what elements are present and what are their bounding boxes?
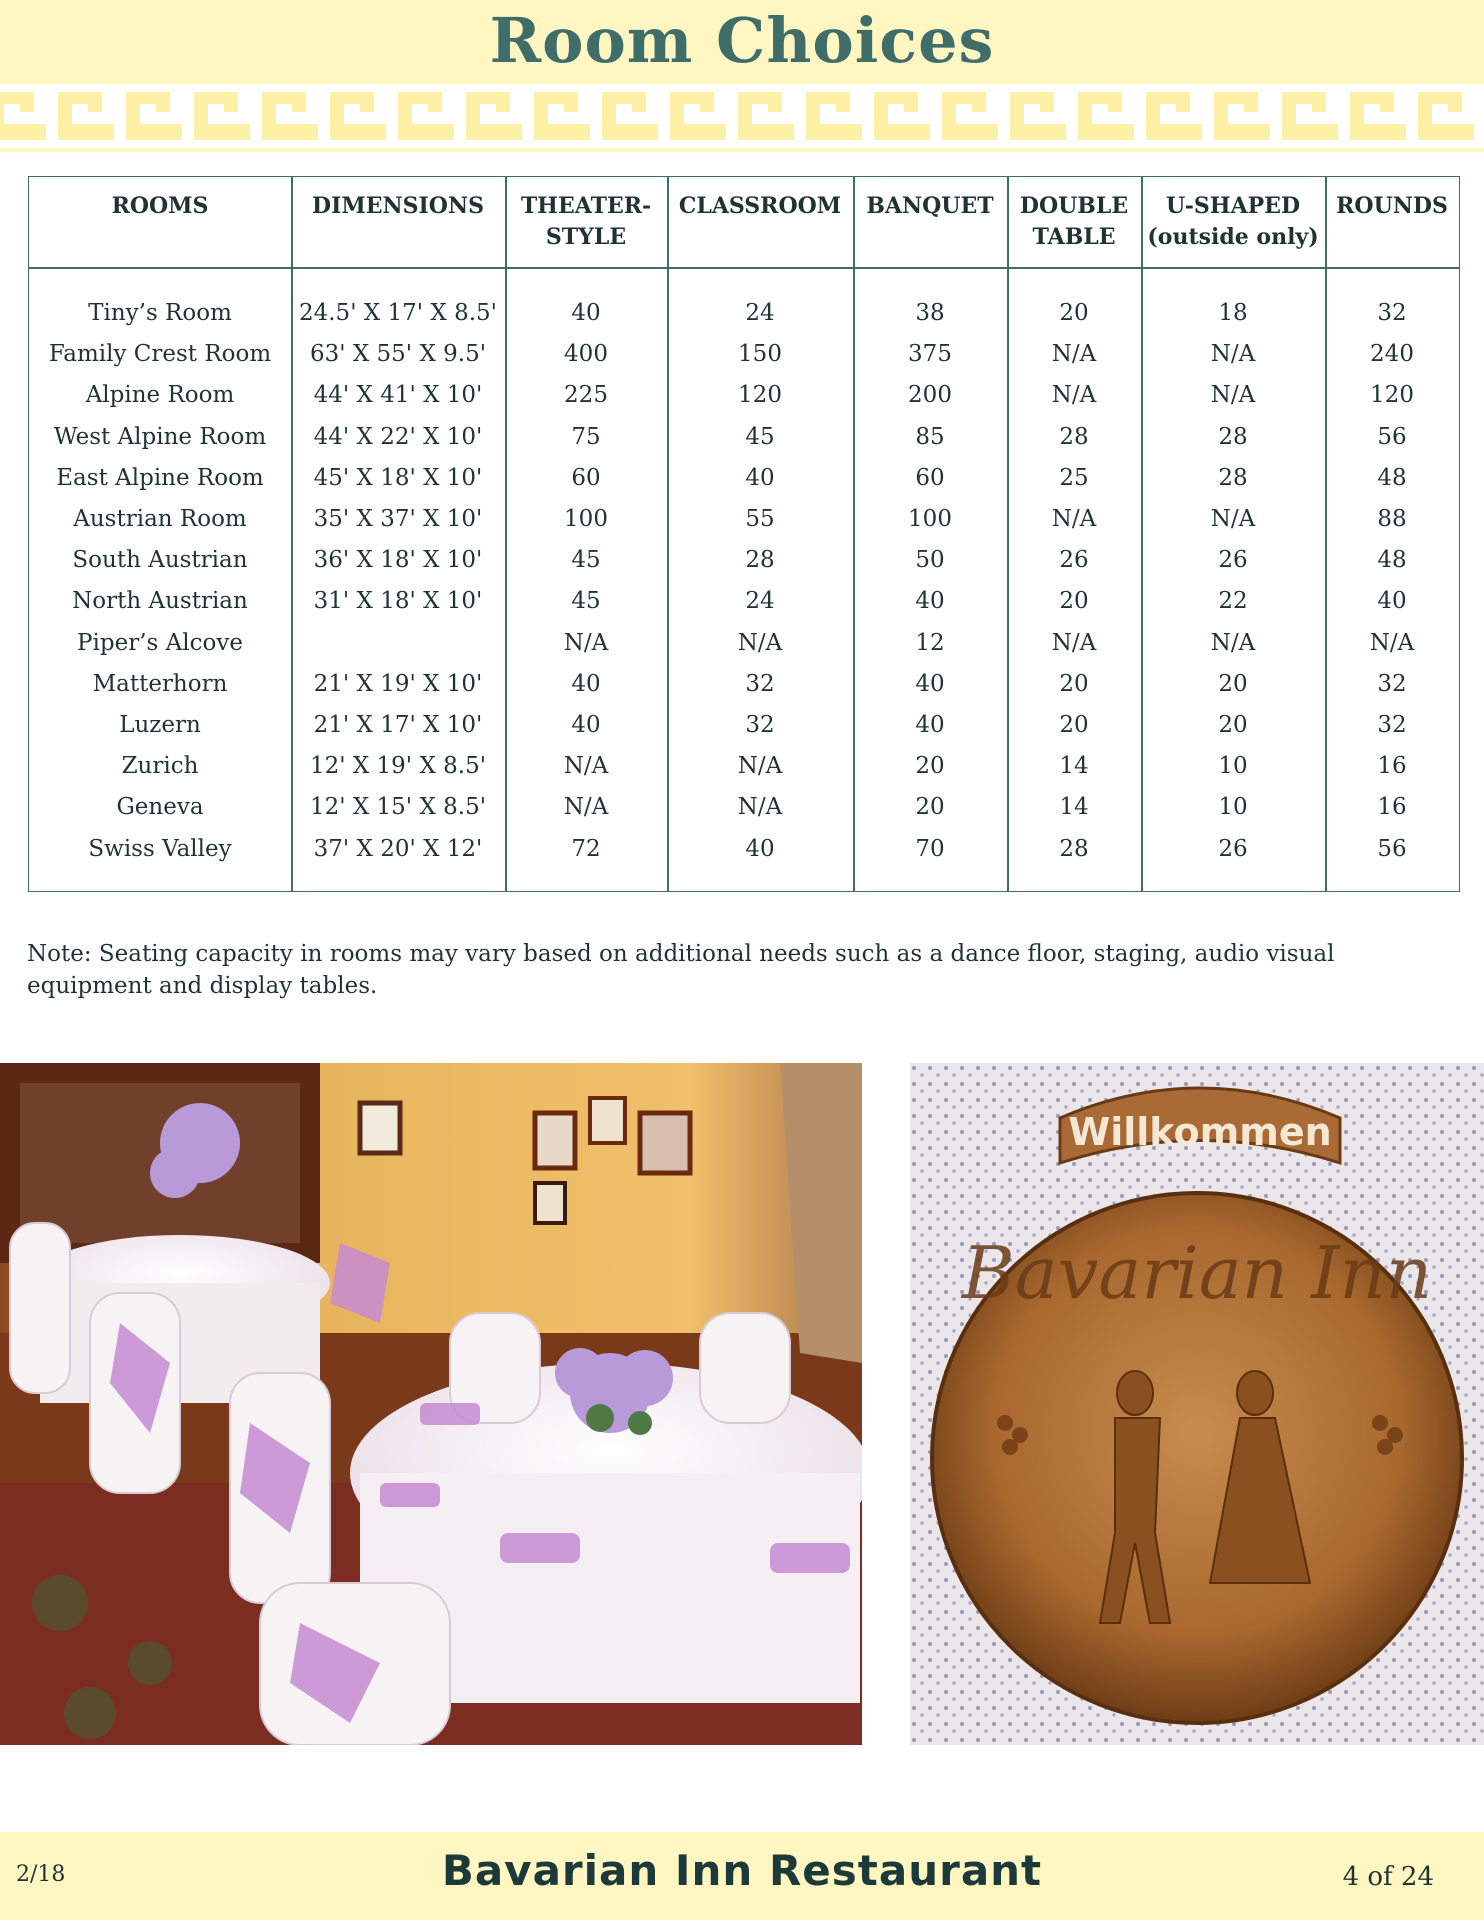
table-row — [29, 334, 1459, 375]
table-cell: 12' X 19' X 8.5' — [309, 753, 487, 780]
table-cell: 10 — [1218, 753, 1248, 780]
table-row — [29, 829, 1459, 870]
room-name-cell: Swiss Valley — [88, 835, 232, 862]
table-cell: 21' X 19' X 10' — [313, 670, 483, 697]
table-cell: 20 — [1059, 712, 1089, 738]
table-cell: 48 — [1377, 464, 1407, 491]
table-cell: 40 — [915, 712, 945, 738]
table-cell: N/A — [1051, 382, 1097, 409]
table-cell: N/A — [1051, 506, 1097, 532]
room-name-cell: Geneva — [116, 794, 204, 821]
table-cell: 120 — [738, 382, 782, 409]
table-cell: 32 — [745, 670, 775, 697]
table-cell: N/A — [1369, 629, 1415, 656]
table-cell: 375 — [908, 341, 952, 368]
table-cell: 70 — [915, 835, 945, 862]
room-name-cell: Family Crest Room — [48, 341, 272, 368]
table-cell: 12' X 15' X 8.5' — [309, 794, 487, 821]
table-cell: 40 — [745, 835, 775, 862]
table-cell: 37' X 20' X 12' — [313, 835, 483, 862]
table-cell: N/A — [1051, 629, 1097, 656]
table-cell: 21' X 17' X 10' — [313, 712, 483, 738]
room-name-cell: North Austrian — [72, 588, 248, 615]
table-cell: 20 — [1218, 712, 1248, 738]
table-cell: 20 — [1059, 300, 1089, 326]
table-cell: 32 — [745, 712, 775, 738]
table-row — [29, 705, 1459, 746]
table-cell: 200 — [908, 382, 952, 409]
column-header: CLASSROOM — [678, 193, 842, 219]
table-cell: 45' X 18' X 10' — [313, 464, 483, 491]
table-cell: 12 — [915, 629, 945, 656]
table-cell: 20 — [915, 794, 945, 821]
table-row — [29, 746, 1459, 787]
table-row — [29, 293, 1459, 334]
table-cell: 72 — [571, 835, 601, 862]
column-header: ROUNDS — [1336, 193, 1448, 219]
table-cell: 26 — [1218, 835, 1248, 862]
table-cell: 20 — [915, 753, 945, 780]
table-cell: 10 — [1218, 794, 1248, 821]
table-row — [29, 664, 1459, 705]
table-cell: 400 — [564, 341, 608, 368]
table-cell: 56 — [1377, 835, 1407, 862]
page-number: 4 of 24 — [1342, 1862, 1434, 1892]
table-cell: N/A — [563, 753, 609, 780]
column-header: DIMENSIONS — [312, 193, 484, 219]
room-name-cell: Austrian Room — [73, 506, 247, 532]
page-title: Room Choices — [489, 4, 995, 77]
table-cell: 48 — [1377, 547, 1407, 574]
room-name-cell: Matterhorn — [92, 670, 228, 697]
table-cell: N/A — [737, 794, 783, 821]
table-cell: 88 — [1377, 506, 1407, 532]
table-cell: 14 — [1059, 794, 1089, 821]
table-row — [29, 540, 1459, 581]
table-cell: 225 — [564, 382, 608, 409]
table-cell: 85 — [915, 423, 945, 450]
table-cell: 28 — [1059, 835, 1089, 862]
column-header: U-SHAPED (outside only) — [1147, 193, 1319, 250]
banquet-room-photo — [0, 1063, 862, 1745]
table-cell: 28 — [1059, 423, 1089, 450]
table-cell: N/A — [563, 629, 609, 656]
table-cell: 32 — [1377, 712, 1407, 738]
table-cell — [291, 623, 505, 664]
table-cell: N/A — [1210, 341, 1256, 368]
table-cell: N/A — [1210, 629, 1256, 656]
table-cell: 50 — [915, 547, 945, 574]
greek-key-border — [0, 84, 1484, 148]
table-cell: 32 — [1377, 670, 1407, 697]
header-divider — [29, 267, 1459, 269]
table-cell: 20 — [1059, 588, 1089, 615]
table-cell: N/A — [1210, 506, 1256, 532]
table-cell: 16 — [1377, 753, 1407, 780]
footer-date: 2/18 — [16, 1862, 66, 1887]
table-row — [29, 417, 1459, 458]
table-row — [29, 458, 1459, 499]
table-cell: 22 — [1218, 588, 1248, 615]
room-name-cell: Alpine Room — [85, 382, 235, 409]
room-name-cell: Piper’s Alcove — [77, 629, 243, 656]
column-header: THEATER- STYLE — [520, 193, 652, 250]
table-cell: 40 — [1377, 588, 1407, 615]
table-row — [29, 623, 1459, 664]
table-cell: 28 — [1218, 423, 1248, 450]
table-row — [29, 787, 1459, 828]
table-cell: 24.5' X 17' X 8.5' — [298, 300, 497, 326]
column-header: DOUBLE TABLE — [1019, 193, 1129, 250]
willkommen-plaque-photo — [910, 1063, 1484, 1745]
room-capacity-table — [28, 176, 1460, 892]
table-cell: 26 — [1218, 547, 1248, 574]
table-cell: 36' X 18' X 10' — [313, 547, 483, 574]
table-cell: 26 — [1059, 547, 1089, 574]
table-cell: 24 — [745, 300, 775, 326]
table-cell: 20 — [1059, 670, 1089, 697]
table-cell: 18 — [1218, 300, 1248, 326]
table-cell: 24 — [745, 588, 775, 615]
table-cell: 16 — [1377, 794, 1407, 821]
table-cell: 20 — [1218, 670, 1248, 697]
table-cell: 25 — [1059, 464, 1089, 491]
table-cell: 28 — [745, 547, 775, 574]
room-name-cell: South Austrian — [72, 547, 248, 574]
table-cell: 31' X 18' X 10' — [313, 588, 483, 615]
table-cell: 40 — [915, 588, 945, 615]
room-name-cell: Tiny’s Room — [88, 300, 232, 326]
column-header: BANQUET — [866, 193, 994, 219]
table-cell: N/A — [563, 794, 609, 821]
table-cell: 56 — [1377, 423, 1407, 450]
table-cell: 35' X 37' X 10' — [313, 506, 483, 532]
table-cell: 60 — [915, 464, 945, 491]
table-cell: N/A — [737, 629, 783, 656]
table-cell: 40 — [915, 670, 945, 697]
table-cell: 38 — [915, 300, 945, 326]
table-cell: 40 — [745, 464, 775, 491]
footer-brand: Bavarian Inn Restaurant — [441, 1846, 1043, 1895]
table-cell: N/A — [1210, 382, 1256, 409]
table-cell: 120 — [1370, 382, 1414, 409]
table-cell: 60 — [571, 464, 601, 491]
table-cell: 40 — [571, 670, 601, 697]
table-cell: 40 — [571, 712, 601, 738]
table-cell: 100 — [564, 506, 608, 532]
plaque-text: Bavarian Inn — [961, 1231, 1433, 1315]
table-cell: 45 — [745, 423, 775, 450]
table-cell: 75 — [571, 423, 601, 450]
table-cell: 40 — [571, 300, 601, 326]
table-cell: 55 — [745, 506, 775, 532]
table-cell: 32 — [1377, 300, 1407, 326]
table-row — [29, 499, 1459, 540]
table-row — [29, 375, 1459, 416]
table-cell: 28 — [1218, 464, 1248, 491]
room-name-cell: Zurich — [121, 753, 199, 780]
room-name-cell: West Alpine Room — [53, 423, 267, 450]
room-name-cell: Luzern — [119, 712, 201, 738]
table-cell: N/A — [737, 753, 783, 780]
table-cell: 44' X 22' X 10' — [313, 423, 483, 450]
seating-note: Note: Seating capacity in rooms may vary based on additional needs such as a dance floor, staging, audio visual equipment and display tables. — [27, 941, 1335, 999]
table-cell: 14 — [1059, 753, 1089, 780]
table-cell: N/A — [1051, 341, 1097, 368]
table-cell: 45 — [571, 547, 601, 574]
column-header: ROOMS — [111, 193, 209, 219]
table-row — [29, 581, 1459, 622]
table-cell: 45 — [571, 588, 601, 615]
willkommen-sign-text: Willkommen — [1068, 1110, 1332, 1154]
table-cell: 44' X 41' X 10' — [313, 382, 483, 409]
table-cell: 150 — [738, 341, 782, 368]
table-cell: 240 — [1370, 341, 1414, 368]
room-name-cell: East Alpine Room — [56, 464, 264, 491]
table-cell: 100 — [908, 506, 952, 532]
table-cell: 63' X 55' X 9.5' — [309, 341, 487, 368]
